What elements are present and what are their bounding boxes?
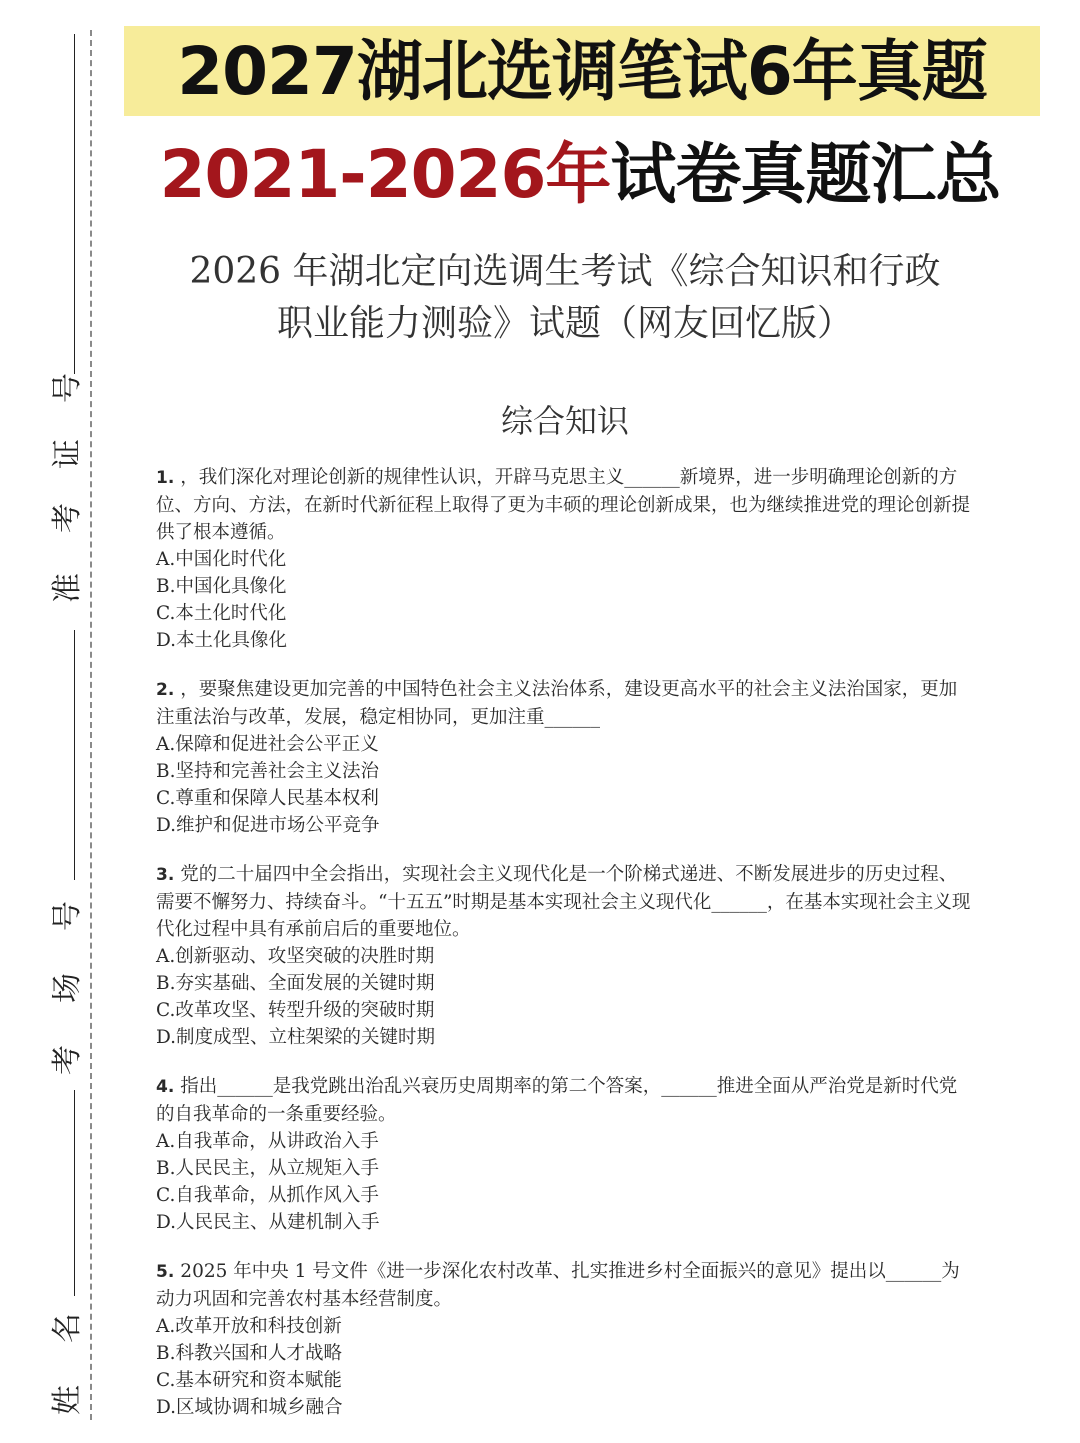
option-d: D.区域协调和城乡融合: [156, 1397, 343, 1418]
binding-margin: [0, 0, 96, 1443]
option-a: A.创新驱动、攻坚突破的决胜时期: [156, 946, 435, 967]
margin-label-char: 考: [50, 503, 85, 533]
option-b: B.夯实基础、全面发展的关键时期: [156, 973, 435, 994]
question-number: 2.: [156, 680, 175, 700]
option-d: D.制度成型、立柱架梁的关键时期: [156, 1027, 436, 1048]
option-d: D.维护和促进市场公平竞争: [156, 815, 380, 836]
room-write-line: [74, 630, 75, 880]
question-number: 5.: [156, 1262, 175, 1282]
margin-label-char: 号: [50, 373, 85, 403]
option-a: A.保障和促进社会公平正义: [156, 734, 379, 755]
name-write-line: [74, 1090, 75, 1296]
question-stem: [156, 1258, 972, 1313]
option-c: C.本土化时代化: [156, 603, 287, 624]
margin-label-char: 场: [50, 973, 85, 1003]
document-title: [140, 246, 990, 350]
option-c: C.改革攻坚、转型升级的突破时期: [156, 1000, 435, 1021]
option-a: A.自我革命，从讲政治入手: [156, 1131, 379, 1152]
headline-title: 2027湖北选调笔试6年真题: [177, 33, 987, 110]
margin-label-char: 号: [50, 901, 85, 931]
subtitle-year-range: 2021-2026年: [159, 136, 611, 213]
question-stem: [156, 861, 972, 943]
question-item: [156, 1258, 972, 1421]
exam-id-write-line: [74, 34, 75, 374]
question-stem: [156, 1073, 972, 1128]
margin-label-char: 证: [50, 439, 85, 469]
question-list: [156, 464, 972, 1443]
question-number: 1.: [156, 468, 175, 488]
question-item: [156, 1073, 972, 1236]
option-c: C.基本研究和资本赋能: [156, 1370, 342, 1391]
option-b: B.坚持和完善社会主义法治: [156, 761, 379, 782]
document-title-line1: 2026 年湖北定向选调生考试《综合知识和行政: [189, 251, 941, 292]
question-text: ，我们深化对理论创新的规律性认识，开辟马克思主义______新境界，进一步明确理论创新的方位、方向、方法，在新时代新征程上取得了更为丰硕的理论创新成果，也为继续推进党的理论创新提供了根本遵循。: [156, 467, 971, 543]
question-text: 2025 年中央 1 号文件《进一步深化农村改革、扎实推进乡村全面振兴的意见》提出以______为动力巩固和完善农村基本经营制度。: [156, 1261, 960, 1310]
question-text: 指出______是我党跳出治乱兴衰历史周期率的第二个答案，______推进全面从严治党是新时代党的自我革命的一条重要经验。: [156, 1076, 958, 1125]
margin-label-char: 准: [50, 573, 85, 603]
question-stem: [156, 464, 972, 546]
section-title: 综合知识: [500, 402, 629, 440]
option-a: A.中国化时代化: [156, 549, 287, 570]
question-text: 党的二十届四中全会指出，实现社会主义现代化是一个阶梯式递进、不断发展进步的历史过程、需要不懈努力、持续奋斗。“十五五”时期是基本实现社会主义现代化______，在基本实现社会主义现代化过程中具有承前启后的重要地位。: [156, 864, 971, 940]
question-item: [156, 676, 972, 839]
margin-label-char: 名: [50, 1313, 85, 1343]
option-b: B.科教兴国和人才战略: [156, 1343, 342, 1364]
subtitle-text: 试卷真题汇总: [610, 136, 1001, 213]
option-c: C.尊重和保障人民基本权利: [156, 788, 379, 809]
option-a: A.改革开放和科技创新: [156, 1316, 342, 1337]
option-b: B.中国化具像化: [156, 576, 287, 597]
option-c: C.自我革命，从抓作风入手: [156, 1185, 379, 1206]
question-stem: [156, 676, 972, 731]
question-item: [156, 861, 972, 1051]
headline-subtitle: [100, 132, 1060, 218]
question-number: 3.: [156, 865, 175, 885]
margin-label-char: 考: [50, 1045, 85, 1075]
option-b: B.人民民主，从立规矩入手: [156, 1158, 379, 1179]
question-text: ，要聚焦建设更加完善的中国特色社会主义法治体系，建设更高水平的社会主义法治国家，更加注重法治与改革，发展，稳定相协同，更加注重______: [156, 679, 958, 728]
option-d: D.人民民主、从建机制入手: [156, 1212, 380, 1233]
document-title-line2: 职业能力测验》试题（网友回忆版）: [276, 303, 853, 344]
option-d: D.本土化具像化: [156, 630, 288, 651]
question-item: [156, 464, 972, 654]
fold-dashed-line: [90, 30, 92, 1420]
question-number: 4.: [156, 1077, 175, 1097]
margin-label-char: 姓: [50, 1385, 85, 1415]
